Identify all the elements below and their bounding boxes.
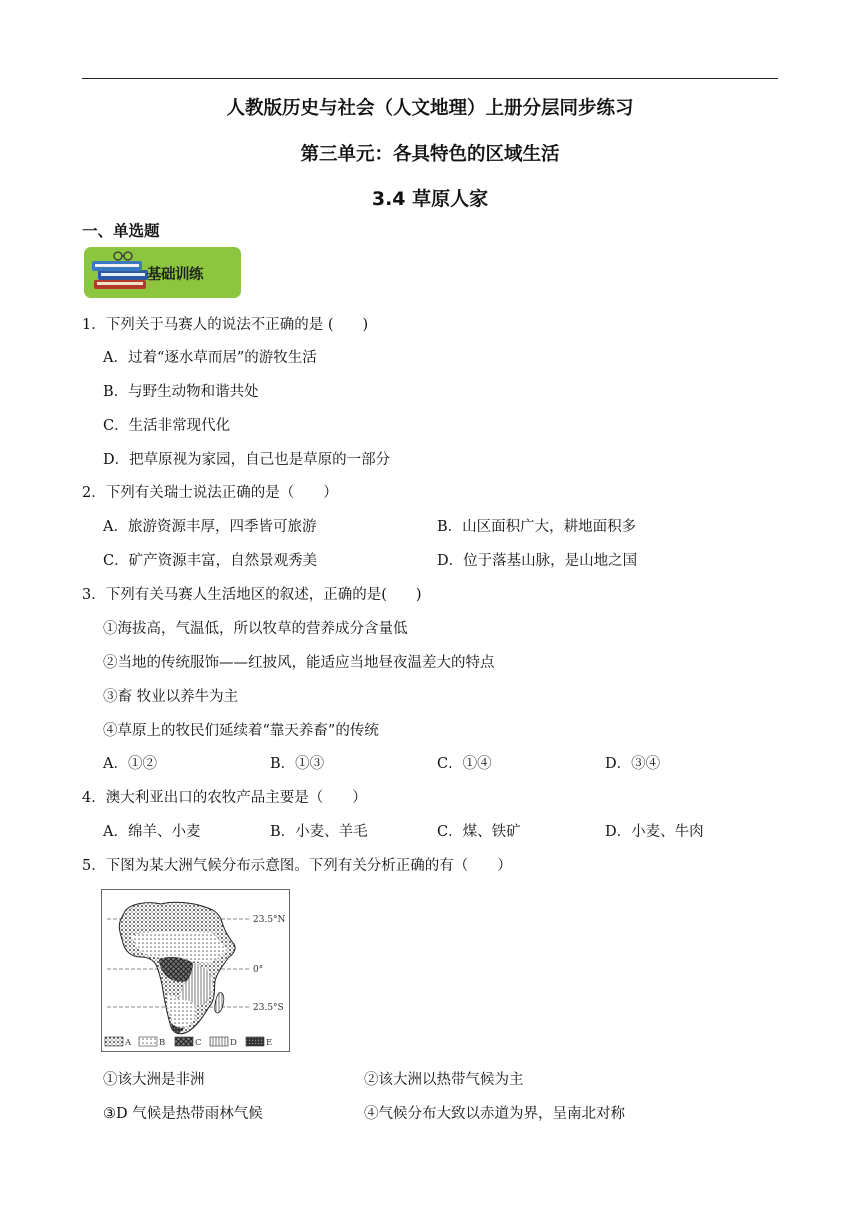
q1-option-b: B．与野生动物和谐共处 [103, 384, 259, 400]
doc-title: 人教版历史与社会（人文地理）上册分层同步练习 [226, 98, 634, 119]
legend-label-e: E [266, 1038, 273, 1048]
section-title: 一、单选题 [82, 222, 160, 240]
q2-option-b: B．山区面积广大，耕地面积多 [437, 519, 637, 535]
q3-option-a: A．①② [103, 756, 157, 772]
lat-label-23n: 23.5°N [253, 915, 286, 925]
basic-training-badge [84, 247, 241, 298]
unit-title: 第三单元：各具特色的区域生活 [300, 144, 560, 165]
q5-statement-4: ④气候分布大致以赤道为界，呈南北对称 [364, 1106, 625, 1122]
legend-swatch-e [246, 1037, 264, 1046]
q4-option-c: C．煤、铁矿 [437, 824, 521, 840]
q3-statement-3: ③畜 牧业以养牛为主 [103, 689, 239, 705]
legend-swatch-b [139, 1037, 157, 1046]
legend-swatch-c [175, 1037, 193, 1046]
q4-option-d: D．小麦、牛肉 [605, 824, 704, 840]
q3-option-d: D．③④ [605, 756, 661, 772]
q3-option-c: C．①④ [437, 756, 492, 772]
q1-option-c: C．生活非常现代化 [103, 418, 231, 434]
lat-label-0: 0° [253, 965, 264, 975]
q1-option-d: D．把草原视为家园，自己也是草原的一部分 [103, 452, 391, 468]
header-rule [82, 78, 778, 79]
q3-option-b: B．①③ [270, 756, 325, 772]
africa-climate-map [101, 889, 290, 1052]
q2-option-c: C．矿产资源丰富，自然景观秀美 [103, 553, 318, 569]
badge-label: 基础训练 [147, 267, 203, 283]
lat-label-23s: 23.5°S [253, 1003, 284, 1013]
legend-label-c: C [195, 1038, 202, 1048]
question-2-stem: 2．下列有关瑞士说法正确的是（ ） [82, 485, 338, 501]
legend-swatch-d [210, 1037, 228, 1046]
q3-statement-1: ①海拔高，气温低，所以牧草的营养成分含量低 [103, 621, 408, 637]
legend-label-d: D [230, 1038, 237, 1048]
lesson-title: 3.4 草原人家 [371, 188, 489, 210]
question-3-stem: 3．下列有关马赛人生活地区的叙述，正确的是( ) [82, 587, 422, 603]
q5-statement-1: ①该大洲是非洲 [103, 1072, 205, 1088]
legend-swatch-a [105, 1037, 123, 1046]
q2-option-a: A．旅游资源丰厚，四季皆可旅游 [103, 519, 317, 535]
books-icon [88, 247, 152, 298]
q1-option-a: A．过着“逐水草而居”的游牧生活 [103, 350, 317, 366]
q5-statement-2: ②该大洲以热带气候为主 [364, 1072, 524, 1088]
legend-label-a: A [125, 1038, 132, 1048]
question-1-stem: 1．下列关于马赛人的说法不正确的是 ( ) [82, 317, 369, 333]
q4-option-b: B．小麦、羊毛 [270, 824, 368, 840]
legend-label-b: B [159, 1038, 166, 1048]
q3-statement-4: ④草原上的牧民们延续着“靠天养畜”的传统 [103, 723, 379, 739]
q5-statement-3: ③D 气候是热带雨林气候 [103, 1106, 263, 1122]
q2-option-d: D．位于落基山脉，是山地之国 [437, 553, 638, 569]
q4-option-a: A．绵羊、小麦 [103, 824, 201, 840]
question-5-stem: 5．下图为某大洲气候分布示意图。下列有关分析正确的有（ ） [82, 858, 512, 874]
q3-statement-2: ②当地的传统服饰——红披风，能适应当地昼夜温差大的特点 [103, 655, 495, 671]
question-4-stem: 4．澳大利亚出口的农牧产品主要是（ ） [82, 790, 367, 806]
